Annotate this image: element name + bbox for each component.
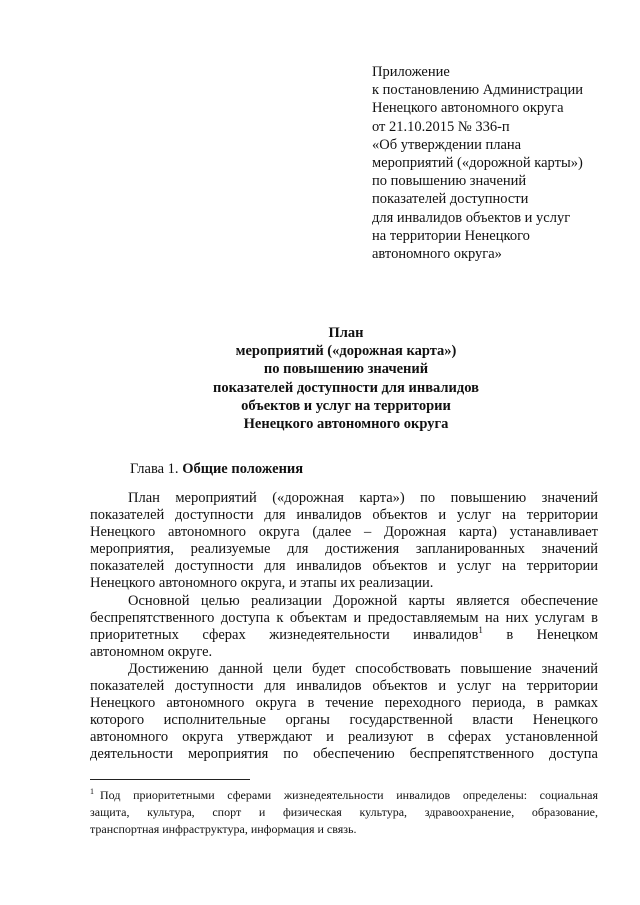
appendix-line: мероприятий («дорожной карты») xyxy=(372,155,583,172)
footnote-mark: 1 xyxy=(90,787,94,796)
paragraph-line xyxy=(90,624,599,644)
appendix-line: от 21.10.2015 № 336-п xyxy=(372,118,510,135)
paragraph-line: автономного округа утверждают и реализуют в сферах установленной xyxy=(90,729,598,746)
paragraph-line: которого исполнительные органы государственной власти Ненецкого xyxy=(90,712,598,729)
paragraph-line: Ненецкого автономного округа, и этапы их реализации. xyxy=(90,575,434,592)
footnote-line xyxy=(90,787,598,804)
footnote-text: Под приоритетными сферами жизнедеятельности инвалидов определены: социальная xyxy=(100,788,598,802)
title-line: по повышению значений xyxy=(263,361,429,378)
paragraph-line: автономном округе. xyxy=(90,643,213,660)
appendix-line: автономного округа» xyxy=(372,246,502,263)
title-line: План xyxy=(328,325,364,341)
appendix-line: Приложение xyxy=(372,64,450,80)
appendix-header xyxy=(372,63,622,263)
appendix-line: Ненецкого автономного округа xyxy=(372,100,564,117)
appendix-line: показателей доступности xyxy=(372,191,529,208)
paragraph-line: Ненецкого автономного округа (далее – Дорожная карта) устанавливает xyxy=(90,524,598,541)
document-title xyxy=(150,324,542,433)
title-line: показателей доступности для инвалидов xyxy=(213,379,479,396)
paragraph-line: деятельности мероприятия по обеспечению беспрепятственного доступа xyxy=(90,746,598,763)
paragraph-line: Достижению данной цели будет способствовать повышение значений xyxy=(128,660,598,677)
title-line: Ненецкого автономного округа xyxy=(243,416,449,433)
title-line: объектов и услуг на территории xyxy=(241,397,451,414)
chapter-number: Глава 1. xyxy=(130,461,179,477)
paragraph-line: показателей доступности для инвалидов объектов и услуг на территории xyxy=(90,678,598,695)
paragraph-line: План мероприятий («дорожная карта») по повышению значений xyxy=(128,490,598,506)
paragraph-text: в Ненецком xyxy=(482,626,599,643)
appendix-line: «Об утверждении плана xyxy=(372,136,522,153)
chapter-title: Общие положения xyxy=(182,461,304,477)
paragraph-line: показателей доступности для инвалидов объектов и услуг на территории xyxy=(90,507,598,524)
footnote xyxy=(90,787,598,837)
paragraph-line: беспрепятственного доступа к объектам и предоставляемым на них услугам в xyxy=(90,609,598,626)
appendix-line: по повышению значений xyxy=(372,173,527,190)
paragraph-text: приоритетных сферах жизнедеятельности инвалидов xyxy=(90,626,479,643)
appendix-line: к постановлению Администрации xyxy=(372,82,583,99)
footnote-reference: 1 xyxy=(478,624,483,635)
paragraph-line: Ненецкого автономного округа в течение переходного периода, в рамках xyxy=(90,695,598,712)
paragraph-line: Основной целью реализации Дорожной карты является обеспечение xyxy=(128,592,598,609)
body-text xyxy=(90,490,598,764)
footnote-line: транспортная инфраструктура, информация и связь. xyxy=(90,821,357,836)
paragraph-line: мероприятия, реализуемые для достижения запланированных значений xyxy=(90,541,598,558)
appendix-line: для инвалидов объектов и услуг xyxy=(372,209,571,226)
chapter-heading xyxy=(130,460,303,478)
footnote-line: защита, культура, спорт и физическая культура, здравоохранение, образование, xyxy=(90,804,598,819)
appendix-line: на территории Ненецкого xyxy=(372,227,530,244)
title-line: мероприятий («дорожная карта») xyxy=(235,343,457,360)
footnote-separator xyxy=(90,779,250,780)
paragraph-line: показателей доступности для инвалидов объектов и услуг на территории xyxy=(90,558,598,575)
